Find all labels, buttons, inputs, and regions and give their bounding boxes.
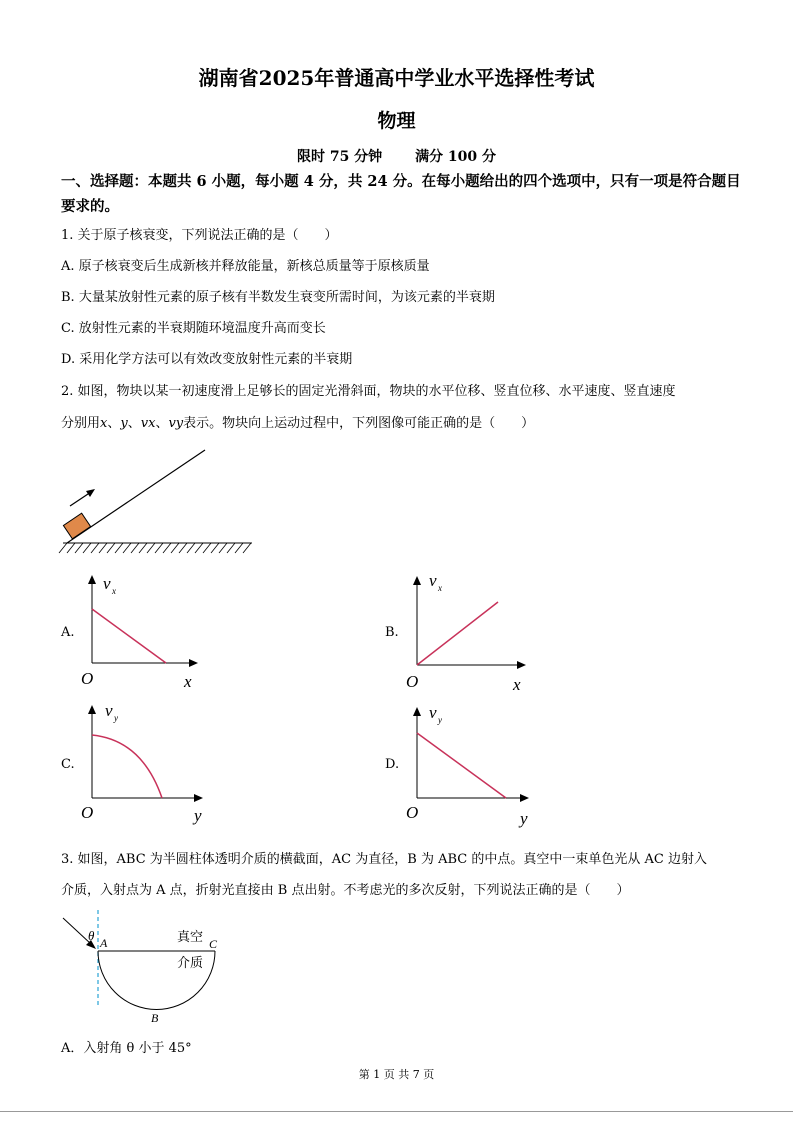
graph-c-y-arrow [88, 705, 96, 714]
time-limit: 限时 75 分钟 [296, 149, 383, 165]
graph-d-x-label: y [520, 809, 528, 828]
section-heading: 一、选择题：本题共 6 小题，每小题 4 分，共 24 分。在每小题给出的四个选项中，只有一项是符合题目要求的。 [61, 173, 741, 215]
graph-c-x-arrow [194, 794, 203, 802]
q2-option-c-label: C. [61, 757, 75, 772]
q1-option-c: C. 放射性元素的半衰期随环境温度升高而变长 [61, 321, 326, 336]
graph-b-y-arrow [413, 576, 421, 585]
graph-c-y-sub: y [114, 713, 118, 723]
q3-stem-line1: 3. 如图，ABC 为半圆柱体透明介质的横截面，AC 为直径，B 为 ABC 的中点。真空中一束单色光从 AC 边射入 [61, 852, 707, 867]
q1-option-a: A. 原子核衰变后生成新核并释放能量，新核总质量等于原核质量 [61, 259, 430, 274]
graph-d-y-label: v [429, 703, 437, 722]
graph-b-y-label: v [429, 571, 437, 590]
q2-stem-line2: 分别用x、y、vx、vy表示。物块向上运动过程中，下列图像可能正确的是（ ） [61, 416, 535, 431]
graph-c-origin: O [81, 803, 94, 822]
incline-surface [67, 450, 205, 543]
graph-a-y-label: v [103, 574, 111, 593]
q2-option-a-label: A. [61, 625, 75, 640]
q3-option-a: A．入射角 θ 小于 45° [61, 1041, 192, 1056]
velocity-arrowhead [86, 489, 95, 497]
q2-option-d-label: D. [385, 757, 400, 772]
graph-c-curve [92, 735, 162, 798]
point-a-label: A [100, 936, 108, 950]
graph-b [403, 570, 533, 695]
graph-a-y-arrow [88, 575, 96, 584]
theta-label: θ [88, 928, 95, 943]
subject-title: 物理 [377, 110, 416, 132]
graph-b-origin: O [406, 672, 419, 691]
exam-info [0, 146, 793, 166]
page-number: 第 1 页 共 7 页 [358, 1068, 435, 1081]
q2-stem-line1: 2. 如图，物块以某一初速度滑上足够长的固定光滑斜面，物块的水平位移、竖直位移、水平速度、竖直速度 [61, 384, 676, 399]
exam-title: 湖南省2025年普通高中学业水平选择性考试 [198, 66, 595, 90]
point-b-label: B [151, 1011, 159, 1025]
q2-option-b-label: B. [385, 625, 399, 640]
graph-d-origin: O [406, 803, 419, 822]
graph-b-x-label: x [513, 675, 521, 694]
graph-d-y-arrow [413, 707, 421, 716]
q1-stem: 1. 关于原子核衰变，下列说法正确的是（ ） [61, 228, 338, 243]
incident-ray [63, 918, 91, 944]
graph-d-y-sub: y [438, 715, 442, 725]
graph-b-y-sub: x [438, 583, 442, 593]
graph-d-x-arrow [520, 794, 529, 802]
graph-c-y-label: v [105, 701, 113, 720]
graph-a [78, 570, 208, 695]
graph-c [78, 700, 213, 825]
semicircle-figure [55, 905, 230, 1030]
graph-a-x-label: x [184, 672, 192, 691]
graph-a-curve [92, 609, 166, 663]
point-c-label: C [209, 937, 218, 951]
medium-label: 介质 [177, 955, 204, 970]
block [63, 513, 90, 539]
velocity-arrow [70, 492, 91, 506]
vacuum-label: 真空 [177, 929, 204, 944]
bottom-rule [0, 1111, 793, 1112]
graph-a-origin: O [81, 669, 94, 688]
full-score: 满分 100 分 [415, 149, 497, 165]
graph-c-x-label: y [194, 806, 202, 825]
incline-figure [55, 440, 260, 560]
graph-b-curve [417, 602, 498, 665]
graph-a-x-arrow [189, 659, 198, 667]
q1-option-d: D. 采用化学方法可以有效改变放射性元素的半衰期 [61, 352, 353, 367]
graph-b-x-arrow [517, 661, 526, 669]
graph-d [403, 700, 538, 828]
q1-option-b: B. 大量某放射性元素的原子核有半数发生衰变所需时间，为该元素的半衰期 [61, 290, 495, 305]
graph-d-curve [417, 733, 506, 798]
q3-stem-line2: 介质，入射点为 A 点，折射光直接由 B 点出射。不考虑光的多次反射，下列说法正确的是（ ） [61, 883, 630, 898]
graph-a-y-sub: x [112, 586, 116, 596]
ground-hatching [59, 543, 251, 553]
